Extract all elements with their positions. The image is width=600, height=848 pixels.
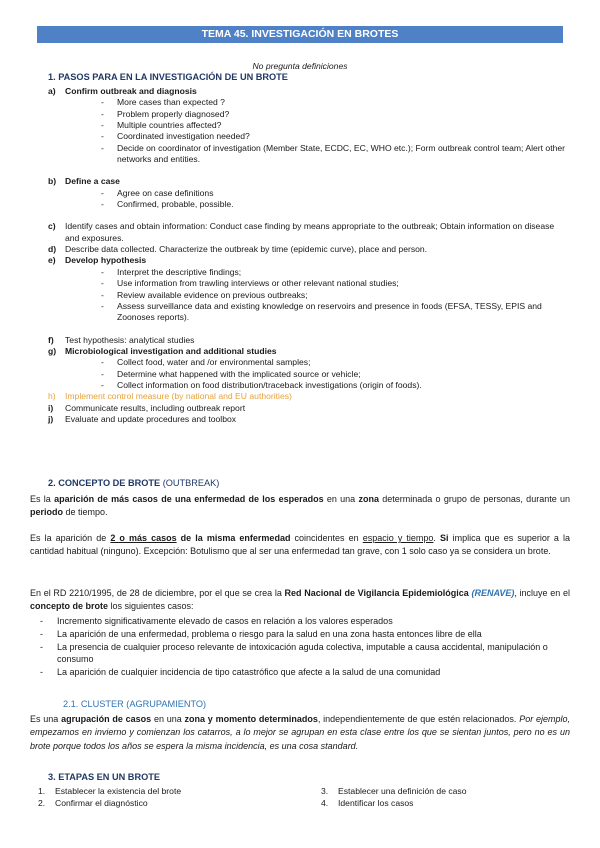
list-item: - Interpret the descriptive findings; [101, 266, 242, 277]
list-item: - Determine what happened with the implicated source or vehicle; [101, 368, 361, 379]
list-item: - Collect food, water and /or environmental samples; [101, 357, 311, 368]
step-h: h) Implement control measure (by national and EU authorities) [48, 391, 292, 402]
step-g-sublist [101, 357, 568, 391]
list-item: - More cases than expected ? [101, 97, 225, 108]
list-item: - Agree on case definitions [101, 187, 214, 198]
list-item: 4. Identificar los casos [321, 798, 414, 808]
list-item: - La aparición de una enfermedad, problema o riesgo para la salud en una zona hasta entonces libre de ella [40, 628, 482, 639]
list-item: - Use information from trawling interviews or other relevant national studies; [101, 278, 399, 289]
step-a: a) Confirm outbreak and diagnosis [48, 86, 197, 96]
list-item: - Assess surveillance data and existing knowledge on reservoirs and presence in foods (EFSA, TESSy, EPIS and Zoonoses reports). [101, 300, 542, 323]
section3-title: 3. ETAPAS EN UN BROTE [48, 772, 160, 782]
list-item: 2. Confirmar el diagnóstico [38, 798, 148, 808]
step-e-sublist [101, 267, 568, 324]
section2-paragraph-1: Es la aparición de más casos de una enfermedad de los esperados en una zona determinada o grupo de personas, durante un periodo de tiempo. [30, 494, 570, 518]
title-banner: TEMA 45. INVESTIGACIÓN EN BROTES [37, 26, 563, 43]
section2-title: 2. CONCEPTO DE BROTE (OUTBREAK) [48, 478, 220, 488]
section2-paragraph-2: Es la aparición de 2 o más casos de la misma enfermedad coincidentes en espacio y tiempo. Si implica que es superior a la cantidad habitual (ninguno). Excepción: Botulismo que al ser una enfermedad tan grave, con 1 solo caso ya se considera un brote. [30, 533, 570, 557]
list-item: - Review available evidence on previous outbreaks; [101, 289, 308, 300]
section21-title: 2.1. CLUSTER (AGRUPAMIENTO) [63, 699, 207, 709]
outbreak-cases-list [30, 615, 570, 679]
section2-paragraph-3: En el RD 2210/1995, de 28 de diciembre, por el que se crea la Red Nacional de Vigilancia Epidemiológica (RENAVE), incluye en el concepto de brote los siguientes casos: [30, 588, 570, 612]
step-a-sublist [101, 97, 568, 165]
step-i: i) Communicate results, including outbreak report [48, 402, 246, 413]
step-j: j) Evaluate and update procedures and toolbox [48, 413, 237, 424]
section21-paragraph: Es una agrupación de casos en una zona y momento determinados, independientemente de que estén relacionados. Por ejemplo, empezamos en invierno y comienzan los catarros, a lo mejor se agrupan en esta clase entre los que se sientan juntos, pero no es un brote porque todos los años se espera la misma incidencia, es una cosa standard. [30, 714, 571, 751]
list-item: - La presencia de cualquier proceso relevante de intoxicación aguda colectiva, imputable a causa accidental, manipulación o consumo [40, 641, 548, 665]
list-item: - La aparición de cualquier incidencia de tipo catastrófico que afecte a la salud de una comunidad [40, 667, 441, 678]
list-item: - Multiple countries affected? [101, 120, 222, 131]
step-b: b) Define a case [48, 176, 120, 187]
list-item: - Confirmed, probable, possible. [101, 199, 234, 210]
steps-list [48, 86, 568, 425]
section1-title: 1. PASOS PARA EN LA INVESTIGACIÓN DE UN BROTE [48, 72, 288, 82]
list-item: - Collect information on food distribution/traceback investigations (origin of foods). [101, 379, 422, 390]
list-item: 1. Establecer la existencia del brote [38, 786, 182, 796]
subtitle: No pregunta definiciones [252, 61, 348, 71]
step-e: e) Develop hypothesis [48, 255, 147, 266]
list-item: - Coordinated investigation needed? [101, 131, 250, 142]
list-item: - Incremento significativamente elevado de casos en relación a los valores esperados [40, 616, 393, 626]
step-b-sublist [101, 188, 568, 211]
list-item: - Problem properly diagnosed? [101, 108, 230, 119]
step-g: g) Microbiological investigation and additional studies [48, 345, 277, 356]
step-c: c) Identify cases and obtain information: Conduct case finding by means appropriate to the outbreak; Obtain information on disease and exposures. [48, 221, 555, 243]
list-item: - Decide on coordinator of investigation (Member State, ECDC, EC, WHO etc.); Form outbreak control team; Alert other networks and entities. [101, 142, 566, 165]
step-f: f) Test hypothesis: analytical studies [48, 334, 195, 345]
step-d: d) Describe data collected. Characterize the outbreak by time (epidemic curve), place and person. [48, 244, 428, 255]
list-item: 3. Establecer una definición de caso [321, 786, 467, 796]
